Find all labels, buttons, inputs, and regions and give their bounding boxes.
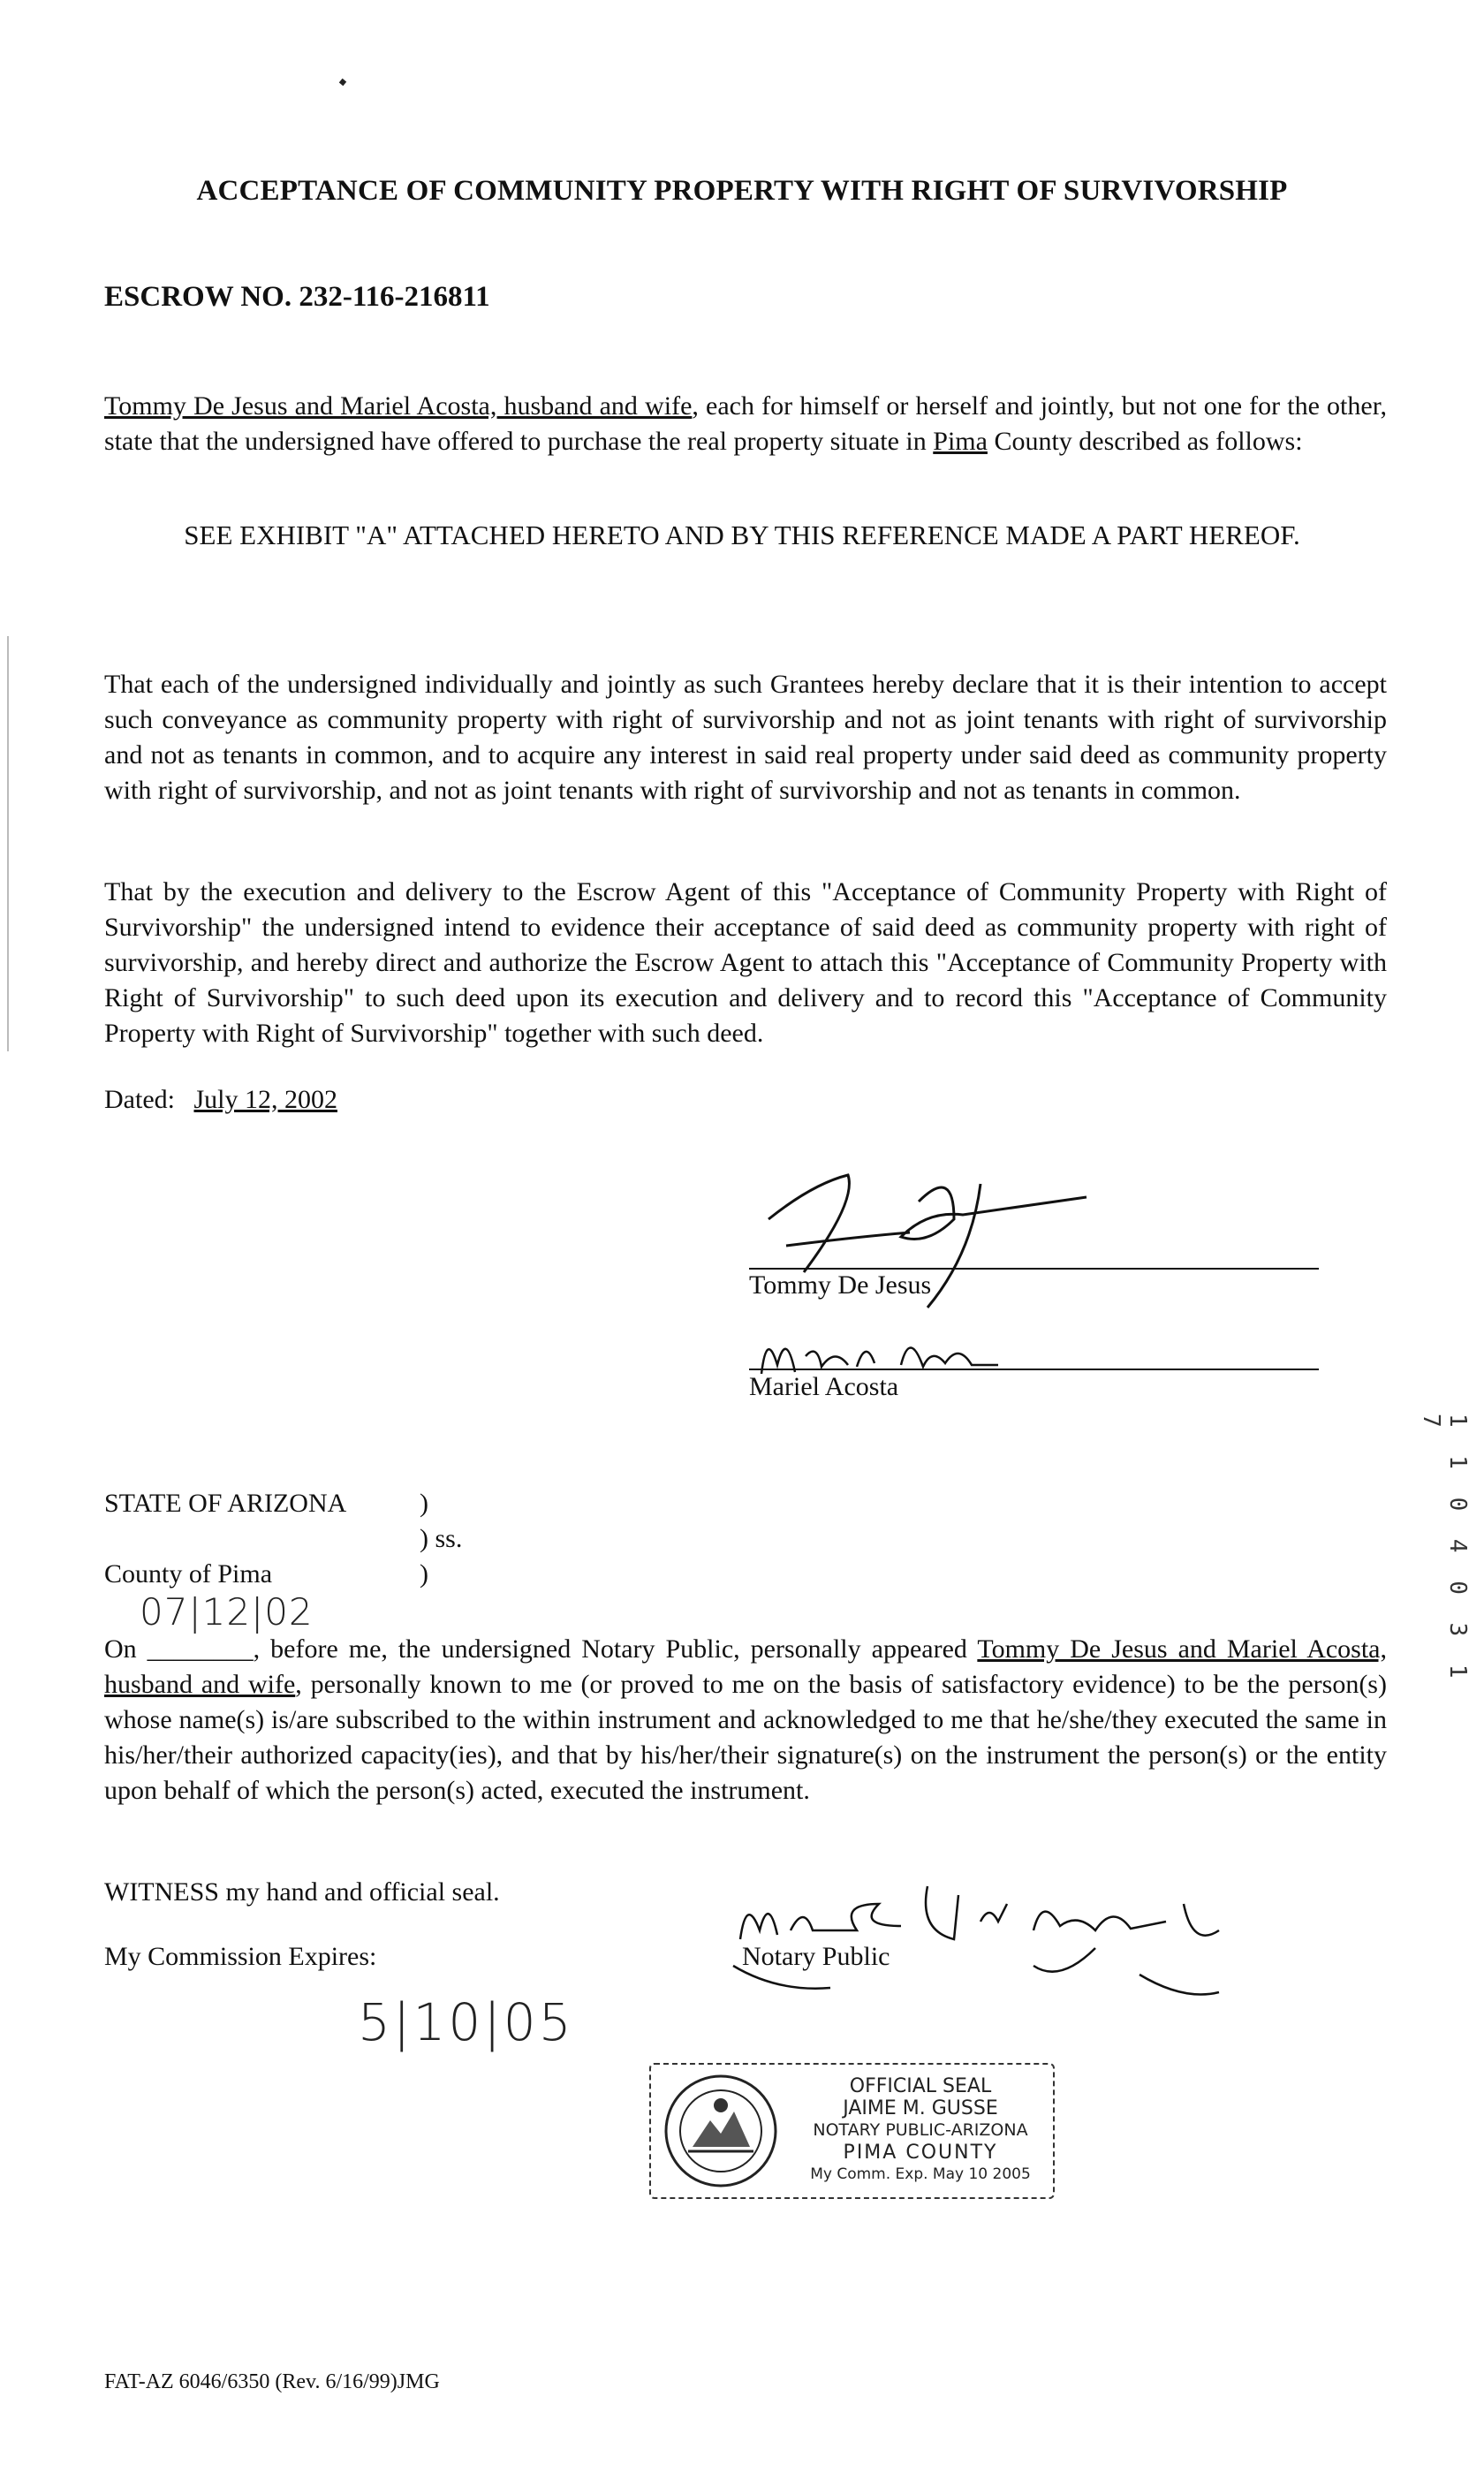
seal-line-3: NOTARY PUBLIC-ARIZONA	[813, 2120, 1028, 2140]
intro-text-1: , each for himself or herself and jointly, but not one for the other, state that the undersigned have offered to purchase the real property situate in	[104, 391, 1387, 456]
signer-2-name: Mariel Acosta	[749, 1372, 899, 1401]
seal-line-1: OFFICIAL SEAL	[849, 2075, 992, 2097]
venue-state: STATE OF ARIZONA	[104, 1489, 347, 1518]
scan-margin-line	[7, 636, 9, 1051]
exhibit-line: SEE EXHIBIT "A" ATTACHED HERETO AND BY THIS REFERENCE MADE A PART HEREOF.	[184, 519, 1300, 550]
ack-text-2: , personally known to me (or proved to me on the basis of satisfactory evidence) to be the person(s) whose name(s) is/are subscribed to the within instrument and acknowledged to me that he/she/they executed the same in his/her/their authorized capacity(ies), and that by his/her/their signature(s) on the instrument the person(s) or the entity upon behalf of which the person(s) acted, executed the instrument.	[104, 1670, 1387, 1805]
paragraph-intention: That each of the undersigned individually and jointly as such Grantees hereby declare that it is their intention to accept such conveyance as community property with right of survivorship and not as joint tenants with right of survivorship and not as tenants in common, and to acquire any interest in said real property under said deed as community property with right of survivorship, and not as joint tenants with right of survivorship and not as tenants in common.	[104, 670, 1387, 805]
side-recording-stamp	[1418, 1414, 1471, 1714]
ack-on: On	[104, 1634, 137, 1664]
notary-public-label: Notary Public	[742, 1942, 890, 1971]
signature-line-2	[749, 1369, 1319, 1370]
ack-text-1: , before me, the undersigned Notary Public, personally appeared	[253, 1634, 967, 1664]
arizona-seal-emblem	[662, 2072, 781, 2191]
side-stamp-text: 1 1 0 4 0 3 1 7	[1418, 1414, 1471, 1686]
signer-1-name: Tommy De Jesus	[749, 1270, 932, 1300]
form-footer: FAT-AZ 6046/6350 (Rev. 6/16/99)JMG	[104, 2370, 440, 2393]
handwritten-commission-date: 5|10|05	[358, 1992, 574, 2052]
notary-seal	[649, 2063, 1055, 2199]
paragraph-execution: That by the execution and delivery to the Escrow Agent of this "Acceptance of Community Property with Right of Survivorship" the undersigned intend to evidence their acceptance of said deed as community property with right of survivorship, and hereby direct and authorize the Escrow Agent to attach this "Acceptance of Community Property with Right of Survivorship" to such deed upon its execution and delivery and to record this "Acceptance of Community Property with Right of Survivorship" together with such deed.	[104, 877, 1387, 1048]
intro-county: Pima	[933, 427, 988, 456]
seal-line-2: JAIME M. GUSSE	[843, 2097, 998, 2119]
intro-paragraph	[104, 389, 1387, 459]
escrow-number: ESCROW NO. 232-116-216811	[104, 281, 490, 313]
ack-names: Tommy De Jesus and Mariel Acosta, husband and wife	[104, 1634, 1387, 1699]
document-title: ACCEPTANCE OF COMMUNITY PROPERTY WITH RIGHT OF SURVIVORSHIP	[196, 175, 1288, 207]
dated-row	[104, 1085, 397, 1115]
seal-line-5: My Comm. Exp. May 10 2005	[810, 2165, 1031, 2183]
venue-paren-2: )	[420, 1559, 428, 1588]
signature-line-1	[749, 1268, 1319, 1270]
venue-county: County of Pima	[104, 1559, 273, 1588]
ack-blank: ________	[147, 1634, 254, 1664]
scan-speck	[339, 79, 346, 86]
seal-line-4: PIMA COUNTY	[843, 2142, 998, 2164]
witness-line: WITNESS my hand and official seal.	[104, 1877, 500, 1907]
handwritten-notary-date: 07|12|02	[140, 1590, 314, 1634]
venue-ss: ) ss.	[420, 1524, 463, 1553]
commission-label: My Commission Expires:	[104, 1942, 377, 1971]
dated-value: July 12, 2002	[193, 1085, 337, 1114]
intro-parties: Tommy De Jesus and Mariel Acosta, husband and wife	[104, 391, 693, 421]
dated-label: Dated:	[104, 1085, 175, 1114]
acknowledgment-paragraph	[104, 1632, 1387, 1808]
signature-notary	[724, 1877, 1360, 2001]
intro-text-2: County described as follows:	[994, 427, 1303, 456]
venue-paren-1: )	[420, 1489, 428, 1518]
